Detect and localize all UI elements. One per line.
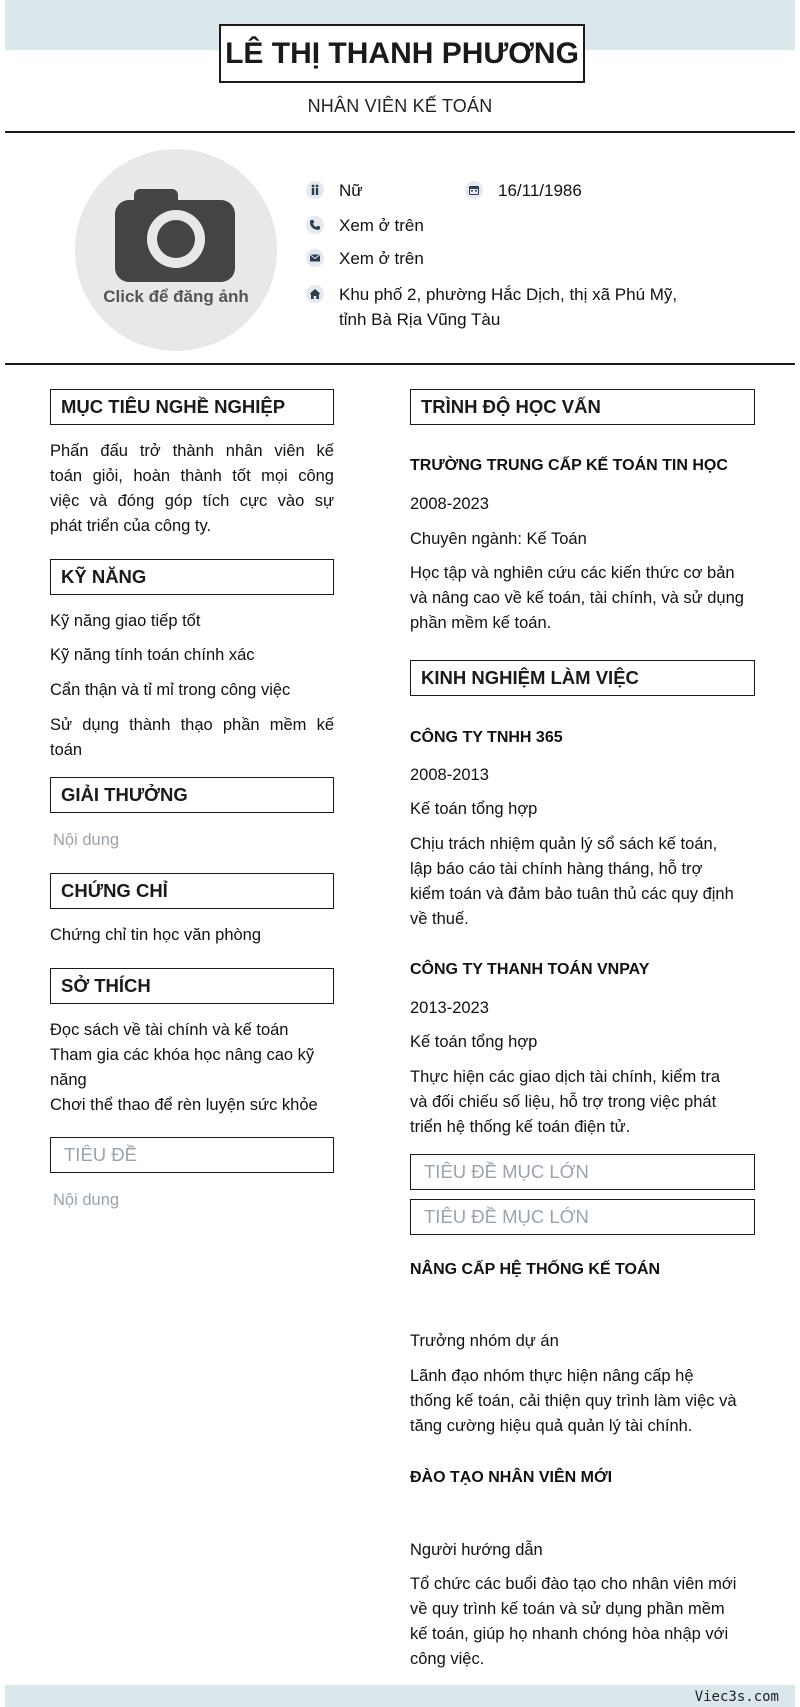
- objective-line: Phấn đấu trở thành nhân viên kế: [50, 442, 334, 460]
- email-icon: [306, 249, 324, 267]
- skill-line: Sử dụng thành thạo phần mềm kế: [50, 716, 334, 734]
- job-period[interactable]: 2008-2013: [410, 766, 489, 784]
- education-description[interactable]: [410, 561, 755, 636]
- school-name[interactable]: TRƯỜNG TRUNG CẤP KẾ TOÁN TIN HỌC: [410, 457, 728, 474]
- experience-heading[interactable]: KINH NGHIỆM LÀM VIỆC: [410, 660, 755, 696]
- email-value: Xem ở trên: [339, 249, 424, 268]
- job-description[interactable]: [410, 1065, 755, 1140]
- camera-icon: [75, 149, 277, 351]
- gender-row[interactable]: [306, 178, 363, 203]
- job-desc-line: Thực hiện các giao dịch tài chính, kiểm tra: [410, 1068, 721, 1086]
- education-desc-line: phần mềm kế toán.: [410, 614, 552, 632]
- certificates-content[interactable]: Chứng chỉ tin học văn phòng: [50, 926, 262, 944]
- header-divider: [5, 131, 795, 133]
- education-desc-line: và nâng cao về kế toán, tài chính, và sử dụng: [410, 589, 744, 607]
- job-role[interactable]: Kế toán tổng hợp: [410, 800, 538, 818]
- hobby-line: năng: [50, 1071, 87, 1089]
- job-desc-line: và đối chiếu số liệu, hỗ trợ trong việc phát: [410, 1093, 717, 1111]
- job-title[interactable]: NHÂN VIÊN KẾ TOÁN: [307, 96, 493, 116]
- birthdate-row[interactable]: [465, 178, 582, 203]
- project-description[interactable]: [410, 1572, 755, 1672]
- job-desc-line: lập báo cáo tài chính hàng tháng, hỗ trợ: [410, 860, 703, 878]
- photo-upload[interactable]: [75, 149, 277, 351]
- photo-caption: Click để đăng ảnh: [103, 287, 249, 306]
- job-desc-line: về thuế.: [410, 910, 469, 928]
- objective-line: phát triển của công ty.: [50, 517, 212, 535]
- phone-value: Xem ở trên: [339, 216, 424, 235]
- custom-section-heading[interactable]: TIÊU ĐỀ: [50, 1137, 334, 1173]
- certificates-heading[interactable]: CHỨNG CHỈ: [50, 873, 334, 909]
- job-desc-line: kiểm toán và đảm bảo tuân thủ các quy định: [410, 885, 734, 903]
- birthdate-value: 16/11/1986: [498, 181, 582, 200]
- project-desc-line: về quy trình kế toán và sử dụng phần mềm: [410, 1600, 725, 1618]
- placeholder-heading[interactable]: TIÊU ĐỀ MỤC LỚN: [410, 1154, 755, 1190]
- project-role[interactable]: Trưởng nhóm dự án: [410, 1332, 559, 1350]
- skill-item[interactable]: Cẩn thận và tỉ mỉ trong công việc: [50, 681, 291, 699]
- placeholder-heading[interactable]: TIÊU ĐỀ MỤC LỚN: [410, 1199, 755, 1235]
- objective-line: toán giỏi, hoàn thành tốt mọi công: [50, 467, 334, 485]
- project-role[interactable]: Người hướng dẫn: [410, 1541, 543, 1559]
- gender-value: Nữ: [339, 181, 363, 200]
- phone-icon: [306, 216, 324, 234]
- project-desc-line: thống kế toán, cải thiện quy trình làm việc và: [410, 1392, 737, 1410]
- custom-section-content[interactable]: Nội dung: [53, 1191, 120, 1209]
- candidate-name[interactable]: LÊ THỊ THANH PHƯƠNG: [219, 24, 585, 83]
- objective-heading[interactable]: MỤC TIÊU NGHỀ NGHIỆP: [50, 389, 334, 425]
- hobby-line: Đọc sách về tài chính và kế toán: [50, 1021, 289, 1039]
- project-desc-line: tăng cường hiệu quả quản lý tài chính.: [410, 1417, 693, 1435]
- hobbies-content[interactable]: [50, 1018, 334, 1118]
- skill-item[interactable]: Kỹ năng giao tiếp tốt: [50, 612, 201, 630]
- project-desc-line: Lãnh đạo nhóm thực hiện nâng cấp hệ: [410, 1367, 694, 1385]
- hobby-line: Chơi thể thao để rèn luyện sức khỏe: [50, 1096, 318, 1114]
- hobby-line: Tham gia các khóa học nâng cao kỹ: [50, 1046, 315, 1064]
- calendar-icon: [465, 181, 483, 199]
- project-name[interactable]: NÂNG CẤP HỆ THỐNG KẾ TOÁN: [410, 1261, 661, 1278]
- education-major[interactable]: Chuyên ngành: Kế Toán: [410, 530, 587, 548]
- home-icon: [306, 285, 324, 303]
- email-row[interactable]: [306, 246, 424, 271]
- gender-icon: [306, 181, 324, 199]
- project-desc-line: Tổ chức các buổi đào tạo cho nhân viên mới: [410, 1575, 737, 1593]
- objective-text[interactable]: [50, 439, 334, 539]
- education-desc-line: Học tập và nghiên cứu các kiến thức cơ bản: [410, 564, 735, 582]
- company-name[interactable]: CÔNG TY THANH TOÁN VNPAY: [410, 961, 650, 978]
- education-period[interactable]: 2008-2023: [410, 495, 489, 513]
- bottom-band: [5, 1685, 795, 1707]
- address-line-2: tỉnh Bà Rịa Vũng Tàu: [339, 310, 501, 329]
- objective-line: việc và đóng góp tích cực vào sự: [50, 492, 334, 510]
- education-heading[interactable]: TRÌNH ĐỘ HỌC VẤN: [410, 389, 755, 425]
- job-desc-line: triển hệ thống kế toán điện tử.: [410, 1118, 631, 1136]
- hobbies-heading[interactable]: SỞ THÍCH: [50, 968, 334, 1004]
- skill-item[interactable]: Kỹ năng tính toán chính xác: [50, 646, 255, 664]
- job-description[interactable]: [410, 832, 755, 932]
- profile-divider: [5, 363, 795, 365]
- phone-row[interactable]: [306, 213, 424, 238]
- project-desc-line: kế toán, giúp họ nhanh chóng hòa nhập với: [410, 1625, 729, 1643]
- address-row[interactable]: [306, 282, 677, 332]
- watermark: Viec3s.com: [694, 1689, 779, 1705]
- project-name[interactable]: ĐÀO TẠO NHÂN VIÊN MỚI: [410, 1469, 613, 1486]
- company-name[interactable]: CÔNG TY TNHH 365: [410, 729, 563, 746]
- project-desc-line: công việc.: [410, 1650, 485, 1668]
- awards-heading[interactable]: GIẢI THƯỞNG: [50, 777, 334, 813]
- skill-item[interactable]: [50, 713, 334, 763]
- job-role[interactable]: Kế toán tổng hợp: [410, 1033, 538, 1051]
- skill-line: toán: [50, 741, 83, 759]
- awards-content[interactable]: Nội dung: [53, 831, 120, 849]
- job-desc-line: Chịu trách nhiệm quản lý sổ sách kế toán,: [410, 835, 718, 853]
- job-period[interactable]: 2013-2023: [410, 999, 489, 1017]
- cv-page: [5, 0, 795, 1707]
- project-description[interactable]: [410, 1364, 755, 1439]
- skills-heading[interactable]: KỸ NĂNG: [50, 559, 334, 595]
- address-line-1: Khu phố 2, phường Hắc Dịch, thị xã Phú Mỹ,: [339, 285, 678, 304]
